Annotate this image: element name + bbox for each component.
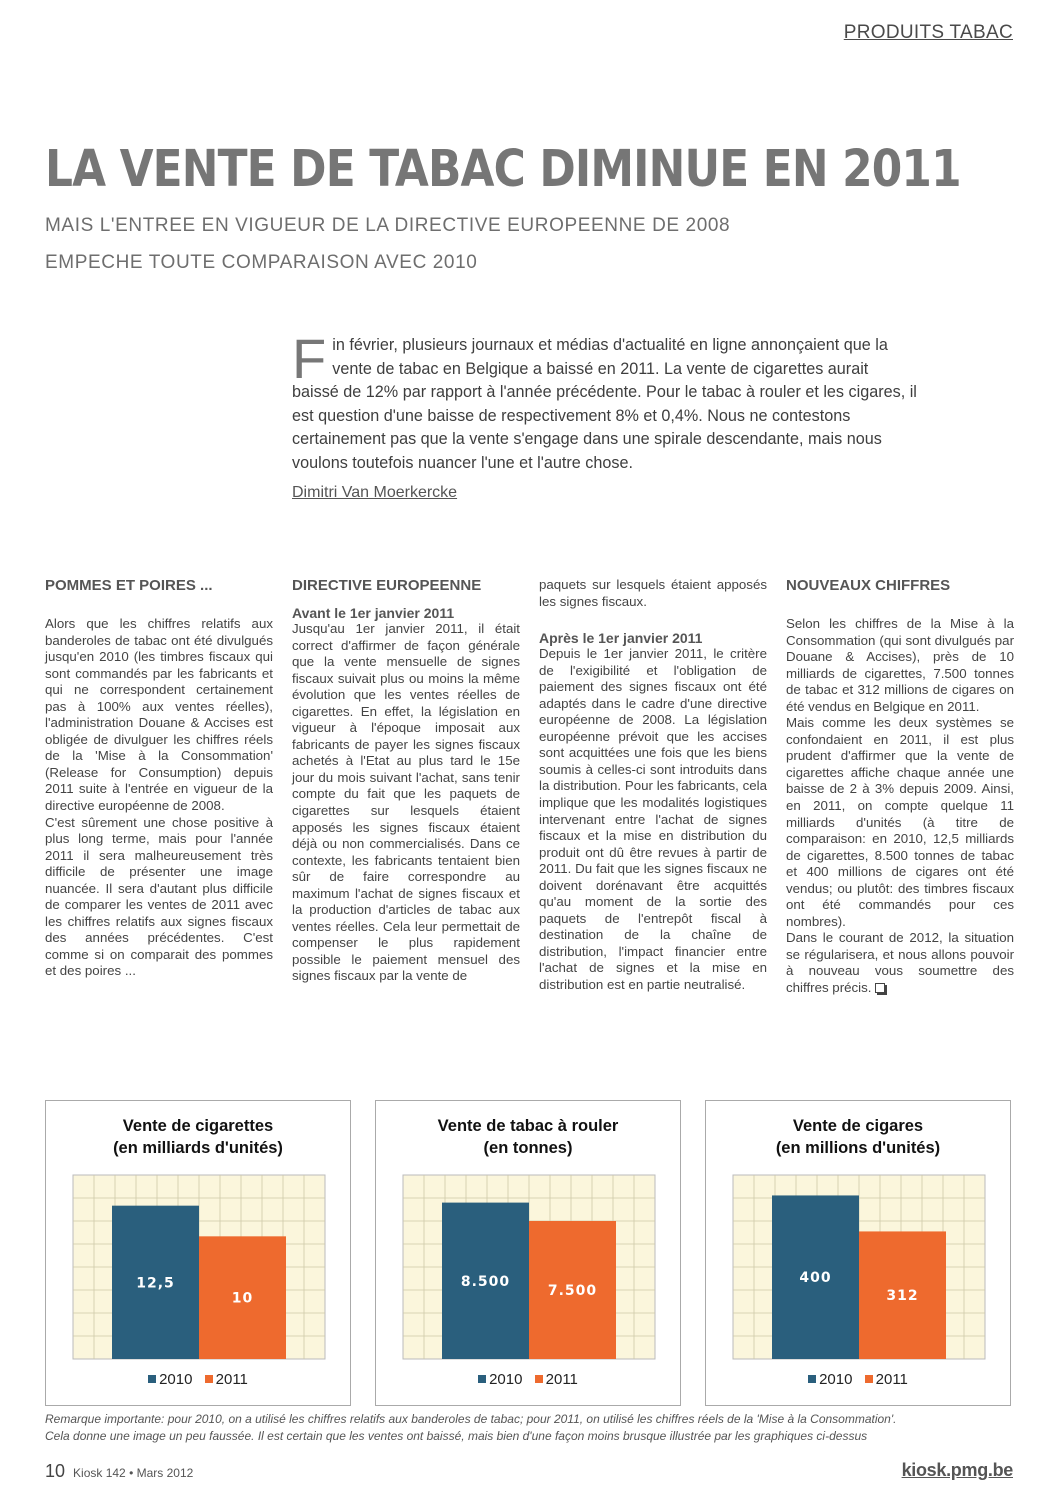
chart-cigares	[705, 1100, 1011, 1406]
legend-item-2011: 2011	[865, 1371, 908, 1388]
intro-paragraph	[292, 327, 917, 475]
legend-item-2010: 2010	[148, 1371, 192, 1388]
footer-issue	[45, 1461, 193, 1482]
data-label-2011: 10	[231, 1290, 254, 1307]
end-mark-icon	[875, 983, 885, 993]
page-title: LA VENTE DE TABAC DIMINUE EN 2011	[45, 140, 961, 199]
data-label-2010: 400	[799, 1270, 832, 1287]
legend-item-2011: 2011	[205, 1371, 248, 1388]
column-4	[786, 577, 1014, 997]
subheadline-line-2: EMPECHE TOUTE COMPARAISON AVEC 2010	[45, 252, 478, 273]
column-1-heading: POMMES ET POIRES ...	[45, 577, 213, 594]
column-1-paragraph-1: Alors que les chiffres relatifs aux banderoles de tabac ont été divulgués jusqu'en 2010 (les timbres fiscaux qui sont commandés par les fabricants et qui ne correspondent certainement pas à 100% aux ventes réelles), l'administration Douane & Accises est obligée de divulguer les chiffres réels de la 'Mise à la Consommation' (Release for Consumption) depuis 2011 suite à l'entrée en vigueur de la directive européenne de 2008.	[45, 616, 273, 814]
intro-text: in février, plusieurs journaux et médias d'actualité en ligne annonçaient que la vente de tabac en Belgique a baissé en 2011. La vente de cigarettes aurait baissé de 12% par rapport à l'année précédente. Pour le tabac à rouler et les cigares, il est question d'une baisse de respectivement 8% et 0,4%. Nous ne contestons certainement pas que la vente s'engage dans une spirale descendante, mais nous voulons toutefois nuancer l'une et l'autre chose.	[292, 336, 917, 472]
column-2-subheading: Avant le 1er janvier 2011	[292, 605, 455, 621]
chart-tabac-a-rouler	[375, 1100, 681, 1406]
legend-item-2011: 2011	[535, 1371, 578, 1388]
chart-plot	[706, 1101, 1012, 1407]
chart-title: Vente de cigarettes (en milliards d'unités)	[113, 1117, 283, 1157]
page-number: 10	[45, 1461, 66, 1481]
column-3-paragraph-0: paquets sur lesquels étaient apposés les signes fiscaux.	[539, 577, 767, 609]
website-link[interactable]: kiosk.pmg.be	[901, 1460, 1013, 1480]
author-link[interactable]: Dimitri Van Moerkercke	[292, 484, 458, 501]
legend-item-2010: 2010	[808, 1371, 852, 1388]
data-label-2010: 12,5	[136, 1275, 175, 1292]
column-3-paragraph-1: Depuis le 1er janvier 2011, le critère de l'exigibilité et l'obligation de paiement des signes fiscaux ont été adaptés dans le cadre d'une directive européenne de 2008. La législation européenne prévoit que les accises sont acquittées une fois que les biens soumis à celles-ci sont introduits dans la distribution. Pour les fabricants, cela implique que les modalités logistiques intervenant entre l'achat de signes fiscaux et la mise en distribution du produit ont dû être revues à partir de 2011. Du fait que les signes fiscaux ne doivent dorénavant être acquittés qu'au moment de la sortie des paquets de l'entrepôt fiscal à destination de la chaîne de distribution, l'impact financier entre l'achat de signes et la mise en distribution est en partie neutralisé.	[539, 646, 767, 993]
column-4-heading: NOUVEAUX CHIFFRES	[786, 577, 951, 594]
column-2-paragraph-1: Jusqu'au 1er janvier 2011, il était correct d'affirmer de façon générale que la vente mensuelle de signes fiscaux suivait plus ou moins la même évolution que les ventes réelles de cigarettes. En effet, la législation en vigueur à l'époque imposait aux fabricants de payer les signes fiscaux achetés à l'Etat au plus tard le 15e jour du mois suivant l'achat, sans tenir compte du fait que les paquets de cigarettes sur lesquels étaient apposés les signes fiscaux étaient déjà ou non commercialisés. Dans ce contexte, les fabricants tentaient bien sûr de faire correspondre au maximum l'achat de signes fiscaux et la production d'articles de tabac aux ventes réelles. Cela leur permettait de compenser le plus rapidement possible le paiement mensuel des signes fiscaux par la vente de	[292, 621, 520, 984]
column-2-heading: DIRECTIVE EUROPEENNE	[292, 577, 482, 594]
chart-legend	[376, 1371, 680, 1388]
chart-legend	[46, 1371, 350, 1388]
column-4-paragraph-3: Dans le courant de 2012, la situation se régularisera, et nous allons pouvoir à nouveau vous soumettre des chiffres précis.	[786, 930, 1014, 996]
chart-title: Vente de cigares (en millions d'unités)	[775, 1117, 941, 1157]
chart-plot	[376, 1101, 682, 1407]
drop-cap: F	[292, 327, 327, 390]
chart-plot	[46, 1101, 352, 1407]
column-1	[45, 577, 273, 980]
legend-item-2010: 2010	[478, 1371, 522, 1388]
magazine-issue: Kiosk 142 • Mars 2012	[73, 1466, 194, 1480]
column-2	[292, 577, 520, 985]
chart-cigarettes	[45, 1100, 351, 1406]
chart-remark: Remarque importante: pour 2010, on a utilisé les chiffres relatifs aux banderoles de tabac; pour 2011, on utilisé les chiffres réels de la 'Mise à la Consommation'. Cela donne une image un peu faussée. Il est certain que les ventes ont baissé, mais bien d'une façon moins brusque illustrée par les graphiques ci-dessus	[45, 1412, 897, 1443]
chart-title: Vente de tabac à rouler (en tonnes)	[437, 1117, 619, 1157]
chart-legend	[706, 1371, 1010, 1388]
section-tag: PRODUITS TABAC	[843, 22, 1013, 43]
subheadline-line-1: MAIS L'ENTREE EN VIGUEUR DE LA DIRECTIVE EUROPEENNE DE 2008	[45, 215, 731, 236]
column-1-paragraph-2: C'est sûrement une chose positive à plus long terme, mais pour l'année 2011 il sera malheureusement très difficile de présenter une image nuancée. Il sera d'autant plus difficile de comparer les ventes de 2011 avec les chiffres relatifs aux signes fiscaux des années précédentes. C'est comme si on comparait des pommes et des poires ...	[45, 814, 273, 979]
column-3-subheading: Après le 1er janvier 2011	[539, 630, 703, 647]
column-3	[539, 577, 767, 994]
column-4-paragraph-2: Mais comme les deux systèmes se confondaient en 2011, il est plus prudent d'affirmer que la vente de cigarettes affiche chaque année une baisse de 2 à 3% depuis 2009. Ainsi, en 2011, on compte quelque 11 milliards d'unités (à titre de comparaison: en 2010, 12,5 milliards de cigarettes, 8.500 tonnes de tabac et 400 millions de cigares ont été vendus; ou plutôt: des timbres fiscaux ont été commandés pour ces nombres).	[786, 715, 1014, 929]
data-label-2011: 312	[886, 1288, 919, 1305]
column-4-paragraph-1: Selon les chiffres de la Mise à la Consommation (qui sont divulgués par Douane & Accises), près de 10 milliards de cigarettes, 7.500 tonnes de tabac et 312 millions de cigares on été vendus en Belgique en 2011.	[786, 616, 1014, 714]
data-label-2010: 8.500	[460, 1273, 511, 1290]
data-label-2011: 7.500	[547, 1283, 598, 1299]
